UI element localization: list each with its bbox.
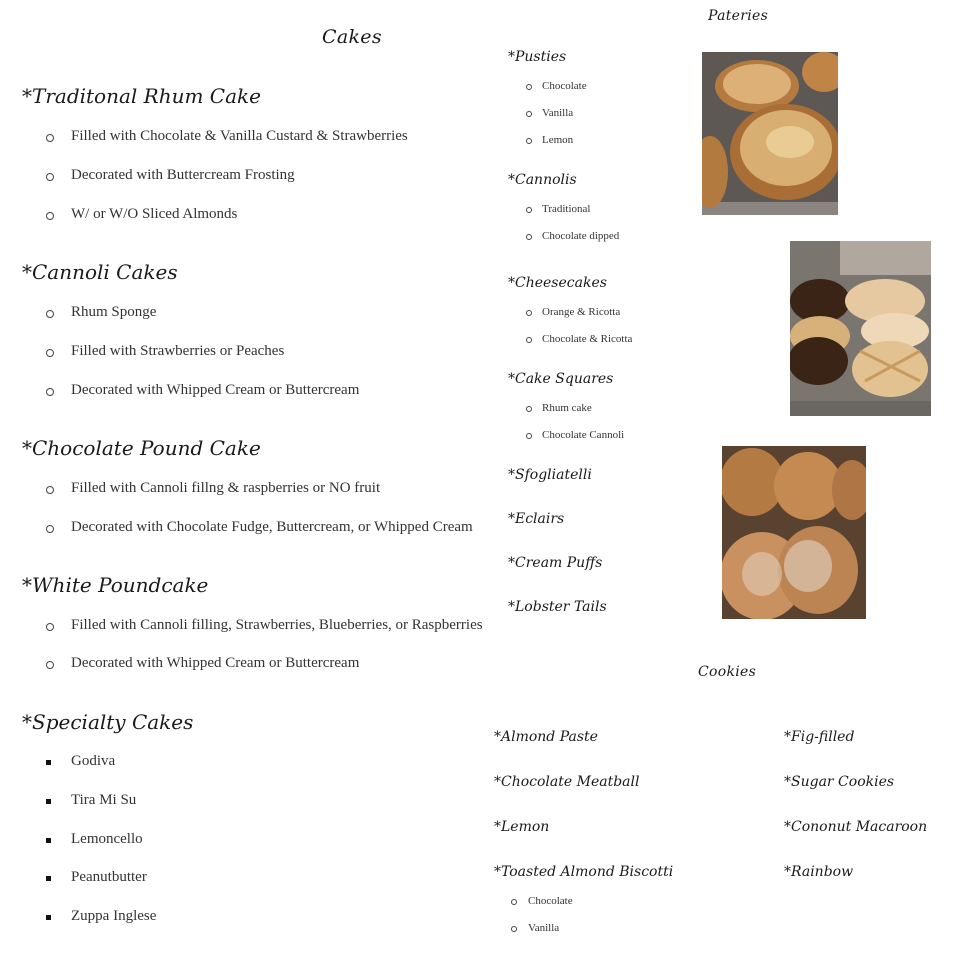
pastry-single: *Eclairs	[508, 511, 565, 527]
biscotti-item: Chocolate	[528, 895, 573, 907]
cake-item: Filled with Cannoli fillng & raspberries or NO fruit	[71, 480, 381, 496]
pastries-title: Pateries	[708, 8, 769, 24]
bullet-circle	[46, 623, 54, 631]
cake-item: Filled with Chocolate & Vanilla Custard & Strawberries	[71, 128, 408, 144]
cheesecakes-photo	[790, 241, 931, 416]
bullet-circle	[46, 349, 54, 357]
bullet-circle	[526, 84, 532, 90]
pastry-item: Chocolate Cannoli	[542, 429, 625, 441]
cake-heading-cannoli-cakes: *Cannoli Cakes	[22, 260, 178, 284]
bullet-circle	[511, 899, 517, 905]
cookie-item: *Sugar Cookies	[784, 774, 895, 790]
cake-item: Decorated with Buttercream Frosting	[71, 167, 295, 183]
bullet-circle	[526, 234, 532, 240]
bullet-circle	[46, 486, 54, 494]
pastry-heading-cheesecakes: *Cheesecakes	[508, 275, 607, 291]
bullet-circle	[46, 661, 54, 669]
cakes-title: Cakes	[322, 26, 382, 48]
pastry-item: Traditional	[542, 203, 591, 215]
cookies-title: Cookies	[698, 664, 757, 680]
cake-item: Filled with Strawberries or Peaches	[71, 343, 285, 359]
bullet-square	[46, 838, 51, 843]
bullet-circle	[526, 138, 532, 144]
pastry-item: Chocolate	[542, 80, 587, 92]
bullet-circle	[46, 134, 54, 142]
cake-item: Rhum Sponge	[71, 304, 157, 320]
cake-heading-traditional-rhum: *Traditonal Rhum Cake	[22, 84, 261, 108]
cake-item: Decorated with Whipped Cream or Buttercream	[71, 655, 360, 671]
bullet-circle	[526, 111, 532, 117]
bullet-circle	[526, 207, 532, 213]
biscotti-item: Vanilla	[528, 922, 560, 934]
pastry-item: Lemon	[542, 134, 574, 146]
cookie-item: *Toasted Almond Biscotti	[494, 864, 674, 880]
pastry-item: Rhum cake	[542, 402, 592, 414]
pasticciotti-photo	[702, 52, 838, 215]
specialty-item: Zuppa Inglese	[71, 908, 157, 924]
cookie-item: *Cononut Macaroon	[784, 819, 928, 835]
cake-heading-chocolate-pound: *Chocolate Pound Cake	[22, 436, 261, 460]
bullet-square	[46, 760, 51, 765]
cake-heading-white-poundcake: *White Poundcake	[22, 573, 209, 597]
cake-item: W/ or W/O Sliced Almonds	[71, 206, 238, 222]
bullet-square	[46, 915, 51, 920]
pastry-item: Chocolate dipped	[542, 230, 620, 242]
cookie-item: *Fig-filled	[784, 729, 855, 745]
cookie-item: *Lemon	[494, 819, 550, 835]
bullet-circle	[46, 173, 54, 181]
pastry-heading-pusties: *Pusties	[508, 49, 567, 65]
specialty-item: Peanutbutter	[71, 869, 147, 885]
specialty-item: Lemoncello	[71, 831, 143, 847]
cookie-item: *Chocolate Meatball	[494, 774, 640, 790]
bullet-circle	[46, 525, 54, 533]
bullet-square	[46, 799, 51, 804]
pastry-single: *Lobster Tails	[508, 599, 607, 615]
pastry-item: Chocolate & Ricotta	[542, 333, 633, 345]
cake-item: Filled with Cannoli filling, Strawberries, Blueberries, or Raspberries	[71, 617, 483, 633]
cake-item: Decorated with Chocolate Fudge, Buttercream, or Whipped Cream	[71, 519, 473, 535]
specialty-item: Tira Mi Su	[71, 792, 137, 808]
bullet-circle	[46, 310, 54, 318]
bullet-circle	[526, 433, 532, 439]
bullet-square	[46, 876, 51, 881]
bullet-circle	[46, 212, 54, 220]
bullet-circle	[526, 310, 532, 316]
pastry-single: *Cream Puffs	[508, 555, 603, 571]
bullet-circle	[511, 926, 517, 932]
pastry-single: *Sfogliatelli	[508, 467, 592, 483]
cookie-item: *Almond Paste	[494, 729, 598, 745]
pastry-heading-cannolis: *Cannolis	[508, 172, 577, 188]
pastry-item: Orange & Ricotta	[542, 306, 621, 318]
cake-heading-specialty: *Specialty Cakes	[22, 710, 194, 734]
pastry-heading-cake-squares: *Cake Squares	[508, 371, 614, 387]
specialty-item: Godiva	[71, 753, 116, 769]
bullet-circle	[526, 406, 532, 412]
cake-item: Decorated with Whipped Cream or Buttercream	[71, 382, 360, 398]
cookie-item: *Rainbow	[784, 864, 854, 880]
sfogliatelle-photo	[722, 446, 866, 619]
bullet-circle	[526, 337, 532, 343]
bullet-circle	[46, 388, 54, 396]
pastry-item: Vanilla	[542, 107, 574, 119]
